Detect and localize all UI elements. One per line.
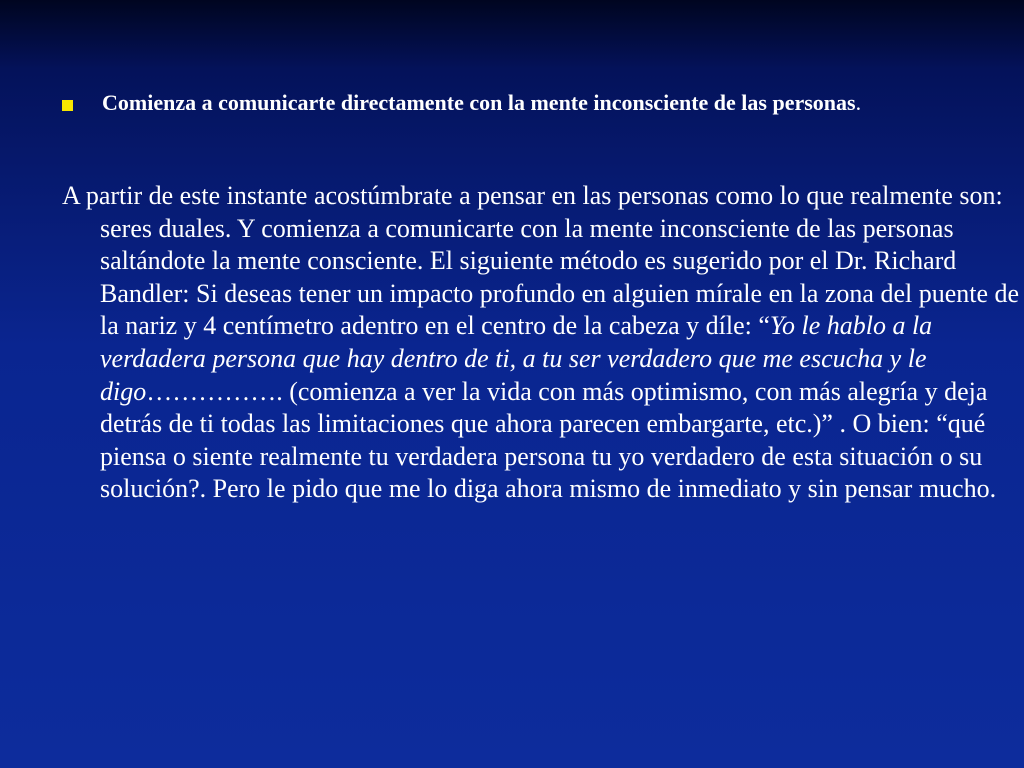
bullet-text-end: . xyxy=(855,90,862,115)
bullet-item xyxy=(62,90,962,115)
paragraph-rest: ……………. (comienza a ver la vida con más optimismo, con más alegría y deja detrás de ti todas las limitaciones que ahora parecen embargarte, etc.)” . O bien: “qué piensa o siente realmente tu verdadera persona tu yo verdadero de esta situación o su solución?. Pero le pido que me lo diga ahora mismo de inmediato y sin pensar mucho. xyxy=(100,376,997,504)
bullet-text xyxy=(102,90,962,115)
paragraph-quote: Yo le hablo a la verdadera persona que hay dentro de ti, a tu ser verdadero que me escucha y le digo xyxy=(100,311,933,406)
body-paragraph xyxy=(62,180,1020,506)
bullet-text-main: Comienza a comunicarte directamente con la mente inconsciente de las personas xyxy=(102,90,856,115)
square-bullet-icon xyxy=(62,100,73,111)
paragraph-intro: A partir de este instante acostúmbrate a pensar en las personas como lo que realmente son: seres duales. Y comienza a comunicarte con la mente inconsciente de las personas saltándote la mente consciente. El siguiente método es sugerido por el Dr. Richard Bandler: Si deseas tener un impacto profundo en alguien mírale en la zona del puente de la nariz y 4 centímetro adentro en el centro de la cabeza y díle: “ xyxy=(62,181,1020,341)
